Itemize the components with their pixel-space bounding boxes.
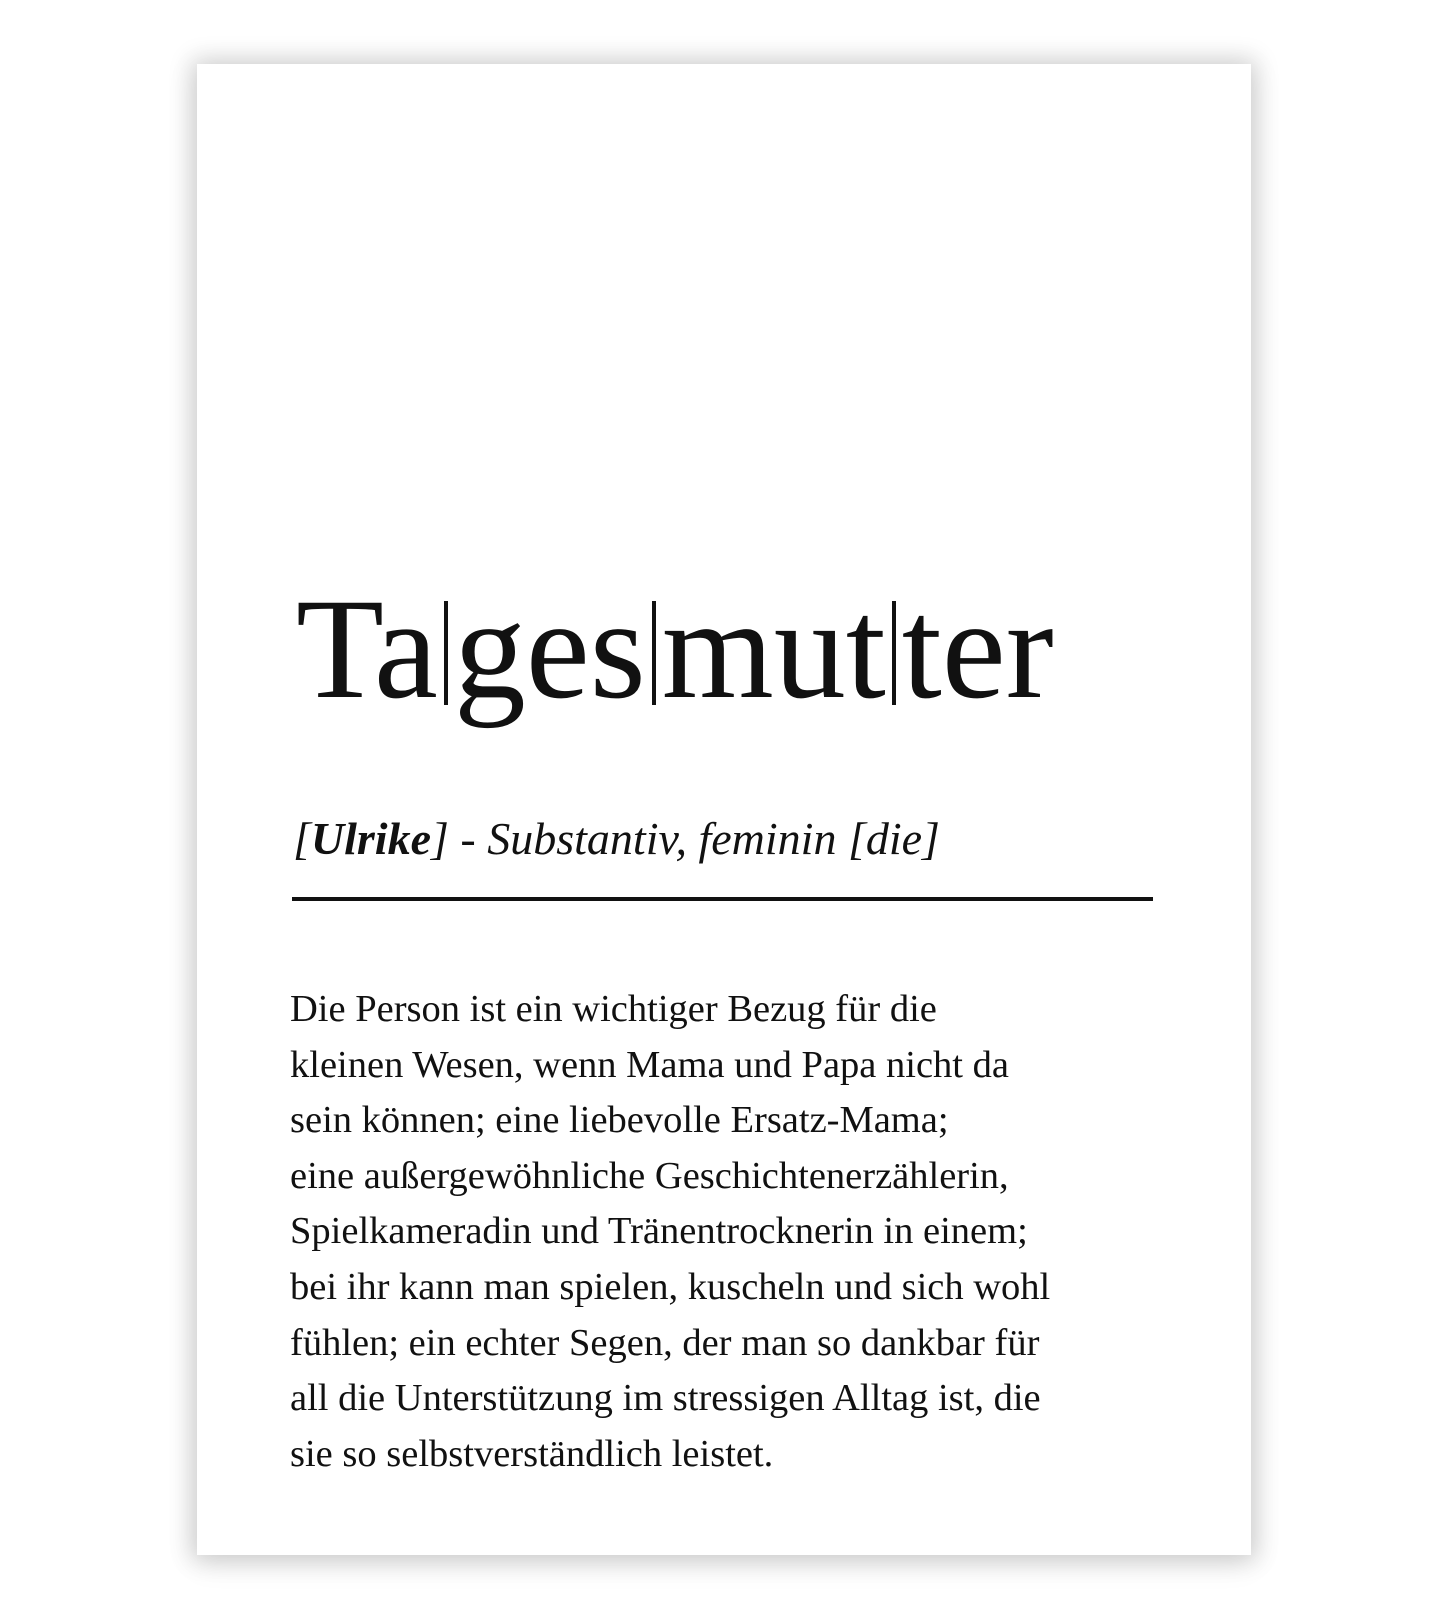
definition-line: kleinen Wesen, wenn Mama und Papa nicht da [290,1043,1009,1086]
syllable-separator [892,601,896,705]
definition-line: Die Person ist ein wichtiger Bezug für die [290,988,937,1030]
grammar-info: ] - Substantiv, feminin [die] [431,813,940,864]
definition-line: sein können; eine liebevolle Ersatz-Mama; [290,1099,949,1142]
grammar-open-bracket: [ [293,813,311,864]
definition-line: bei ihr kann man spielen, kuscheln und sich wohl [290,1265,1051,1308]
grammar-line [293,813,940,864]
definition-line: Spielkameradin und Tränentrocknerin in einem; [290,1210,1028,1253]
headword-syllable: ter [901,570,1054,729]
definition-text [290,982,1230,1482]
definition-line: all die Unterstützung im stressigen Alltag ist, die [290,1377,1041,1420]
headword-syllable: ges [453,570,646,729]
syllable-separator [444,601,448,705]
syllable-separator [652,601,656,705]
name-label: Ulrike [310,813,432,864]
headword-syllable: mut [661,570,886,729]
definition-line: fühlen; ein echter Segen, der man so dankbar für [290,1321,1040,1364]
definition-poster [197,64,1251,1555]
definition-line: eine außergewöhnliche Geschichtenerzählerin, [290,1154,1009,1197]
divider-rule [292,897,1153,901]
headword-syllable: Ta [296,570,438,729]
definition-line: sie so selbstverständlich leistet. [290,1432,774,1475]
headword [296,570,1054,729]
